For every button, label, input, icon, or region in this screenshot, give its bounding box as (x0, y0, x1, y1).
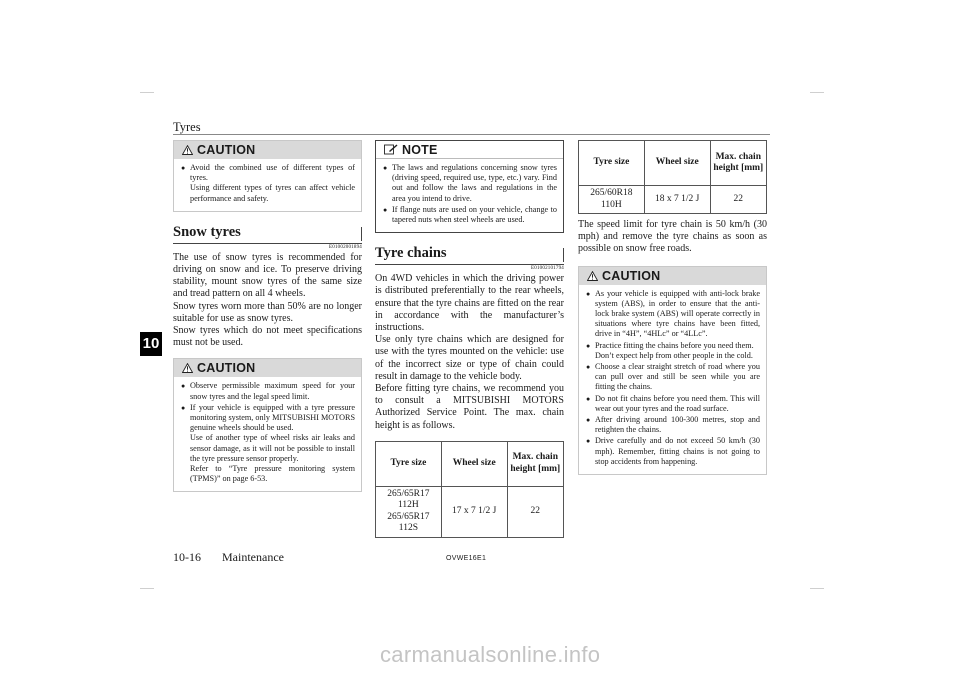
bullet-icon: ● (586, 363, 591, 372)
bullet-icon: ● (181, 382, 186, 391)
crop-mark (140, 92, 154, 93)
bullet-text (595, 289, 760, 340)
tyre-size-line: 265/60R18 (590, 188, 633, 198)
bullet-item (585, 341, 760, 361)
bullet-item (585, 362, 760, 393)
table-header-cell: Wheel size (644, 141, 710, 186)
paragraph: Before fitting tyre chains, we recommend you to consult a MITSUBISHI MOTORS Authorized Service Point. The max. chain height is as follows. (375, 383, 564, 431)
footer-code: OVWE16E1 (446, 555, 487, 562)
left-column (173, 140, 362, 492)
bullet-line: Using different types of tyres can affect vehicle performance and safety. (190, 183, 355, 203)
page-header-title: Tyres (173, 120, 201, 134)
tyre-size-line: 112H (398, 500, 419, 511)
bullet-line: Choose a clear straight stretch of road where you can pull over and still be seen while you are fitting the chains. (595, 362, 760, 392)
paragraph: Snow tyres which do not meet specifications must not be used. (173, 325, 362, 349)
table-cell-chain-height: 22 (507, 486, 563, 537)
section-code: E01002101794 (531, 266, 564, 272)
table-row (579, 186, 767, 214)
table-cell-tyre-size (376, 486, 442, 537)
table-cell-tyre-size (579, 186, 645, 214)
bullet-item (585, 415, 760, 435)
bullet-icon: ● (383, 164, 388, 172)
caution-heading: CAUTION (197, 143, 256, 157)
bullet-line: Drive carefully and do not exceed 50 km/h (30 mph). Remember, fitting chains is not going to stop accidents from happening. (595, 436, 760, 466)
section-title-snow-tyres (173, 224, 362, 244)
middle-column (375, 140, 564, 538)
bullet-text (190, 163, 355, 204)
table-header-row (376, 441, 564, 486)
note-pen-icon (384, 144, 398, 155)
bullet-text (392, 205, 557, 225)
caution-box (578, 266, 767, 475)
bullet-text (190, 403, 355, 485)
table-body (376, 486, 564, 537)
caution-box (173, 358, 362, 492)
bullet-item (180, 163, 355, 204)
bullet-line: Observe permissible maximum speed for your snow tyres and the legal speed limit. (190, 381, 355, 401)
table-body (579, 186, 767, 214)
caution-box (173, 140, 362, 212)
bullet-line: Use of another type of wheel risks air leaks and sensor damage, as it will not be possible to install the tyre pressure sensor properly. (190, 433, 355, 463)
caution-heading: CAUTION (197, 361, 256, 376)
caution-list (579, 285, 766, 474)
bullet-item (585, 289, 760, 340)
snow-tyres-text (173, 252, 362, 350)
table-cell-wheel-size: 17 x 7 1/2 J (441, 486, 507, 537)
paragraph: Snow tyres worn more than 50% are no longer suitable for use as snow tyres. (173, 300, 362, 324)
table-cell-chain-height: 22 (710, 186, 766, 214)
bullet-item (180, 403, 355, 485)
page-number: 10-16 (173, 550, 201, 564)
section-code: E01002001894 (329, 244, 362, 250)
bullet-icon: ● (586, 394, 591, 403)
bullet-line: After driving around 100-300 metres, stop and retighten the chains. (595, 415, 760, 435)
tyre-size-line: 265/65R17 (387, 511, 430, 522)
section-heading: Snow tyres (173, 223, 241, 240)
bullet-line: If your vehicle is equipped with a tyre pressure monitoring system, only MITSUBISHI MOTORS genuine wheels should be used. (190, 402, 355, 433)
table-header-cell (507, 441, 563, 486)
paragraph: Use only tyre chains which are designed for use with the tyres mounted on the vehicle: use of the incorrect size or type of chain could result in damage to the vehicle body. (375, 334, 564, 382)
watermark: carmanualsonline.info (380, 642, 601, 667)
caution-heading: CAUTION (602, 268, 661, 283)
chain-height-table (375, 441, 564, 538)
table-header-cell: Wheel size (441, 441, 507, 486)
caution-header (174, 359, 361, 377)
table-header-cell: Tyre size (579, 141, 645, 186)
bullet-text (595, 341, 760, 361)
caution-list (174, 159, 361, 211)
crop-mark (810, 92, 824, 93)
warning-triangle-icon (587, 271, 598, 281)
tyre-size-line: 112S (398, 523, 418, 534)
header-rule (173, 134, 770, 135)
bullet-item (382, 205, 557, 225)
bullet-icon: ● (181, 164, 186, 172)
bullet-line: As your vehicle is equipped with anti-lock brake system (ABS), in order to ensure that the anti-lock brake system (ABS) will operate correctly in situations where tyre chains have been fitted, drive in “4H”, “4HLc” or “4LLc”. (595, 288, 760, 339)
bullet-text (595, 394, 760, 414)
chain-height-table (578, 140, 767, 214)
tyre-size-line: 265/65R17 (387, 488, 430, 499)
tyre-size-line: 110H (601, 199, 622, 210)
table-header-cell-text: Max. chain height [mm] (713, 151, 764, 173)
warning-triangle-icon (182, 363, 193, 373)
title-bar (563, 248, 564, 262)
table-header-cell (710, 141, 766, 186)
bullet-icon: ● (383, 205, 388, 214)
crop-mark (810, 588, 824, 589)
table-header-cell-text: Max. chain height [mm] (510, 452, 561, 474)
bullet-text (595, 362, 760, 393)
tyre-chains-text (375, 273, 564, 432)
section-heading: Tyre chains (375, 245, 447, 262)
crop-mark (140, 588, 154, 589)
bullet-item (585, 436, 760, 467)
bullet-line: If flange nuts are used on your vehicle, change to tapered nuts when steel wheels are used. (392, 204, 557, 225)
bullet-text (595, 415, 760, 435)
speed-limit-paragraph: The speed limit for tyre chain is 50 km/h (30 mph) and remove the tyre chains as soon as possible on snow free roads. (578, 219, 767, 255)
bullet-text (190, 381, 355, 401)
chapter-tab: 10 (140, 332, 162, 356)
title-bar (361, 227, 362, 241)
bullet-line: Do not fit chains before you need them. This will wear out your tyres and the road surface. (595, 393, 760, 413)
table-cell-wheel-size: 18 x 7 1/2 J (644, 186, 710, 214)
table-header-cell: Tyre size (376, 441, 442, 486)
section-title-tyre-chains (375, 245, 564, 265)
bullet-text (392, 163, 557, 204)
caution-header (579, 267, 766, 285)
table-header-row (579, 141, 767, 186)
caution-header (174, 141, 361, 159)
bullet-item (180, 381, 355, 401)
caution-list (174, 377, 361, 491)
bullet-line: Refer to “Tyre pressure monitoring system (TPMS)” on page 6-53. (190, 464, 355, 484)
bullet-line: The laws and regulations concerning snow tyres (driving speed, required use, type, etc.) vary. Find out and follow the laws and regulations in the area you intend to drive. (392, 163, 557, 203)
bullet-item (585, 394, 760, 414)
bullet-icon: ● (586, 416, 591, 425)
bullet-icon: ● (586, 341, 591, 350)
note-header (376, 141, 563, 159)
bullet-icon: ● (181, 403, 186, 412)
bullet-line: Don’t expect help from other people in the cold. (595, 350, 753, 360)
bullet-icon: ● (586, 289, 591, 298)
note-heading: NOTE (402, 142, 438, 157)
note-box (375, 140, 564, 233)
paragraph: The use of snow tyres is recommended for driving on snow and ice. To preserve driving stability, mount snow tyres of the same size and tread pattern on all 4 wheels. (173, 251, 362, 300)
bullet-icon: ● (586, 437, 591, 446)
bullet-line: Avoid the combined use of different types of tyres. (190, 163, 355, 183)
bullet-item (382, 163, 557, 204)
bullet-text (595, 436, 760, 467)
table-row (376, 486, 564, 537)
note-list (376, 159, 563, 232)
warning-triangle-icon (182, 145, 193, 155)
footer-section: Maintenance (222, 550, 284, 564)
paragraph: On 4WD vehicles in which the driving power is distributed preferentially to the rear wheels, ensure that the tyre chains are fitted on the rear in accordance with the manufacturer’s instructions. (375, 273, 564, 334)
right-column (578, 140, 767, 475)
bullet-line: Practice fitting the chains before you need them. (595, 340, 754, 350)
